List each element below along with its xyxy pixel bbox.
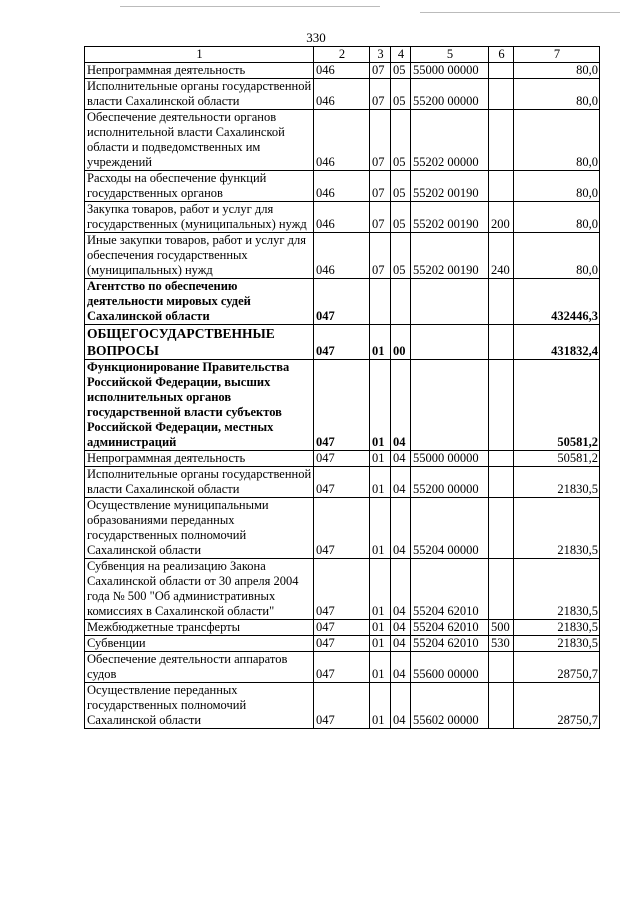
row-subsection-cell: 04: [391, 498, 411, 559]
table-header-row: [85, 47, 600, 63]
table-row: [85, 467, 600, 498]
row-name-cell: Непрограммная деятельность: [85, 63, 314, 79]
row-name-cell: Субвенции: [85, 636, 314, 652]
row-section-cell: 01: [370, 325, 391, 360]
row-target-article-cell: 55204 62010: [411, 620, 489, 636]
row-expense-type-cell: 200: [489, 202, 514, 233]
row-ministry-code-cell: 047: [314, 636, 370, 652]
row-ministry-code-cell: 047: [314, 559, 370, 620]
row-subsection-cell: 04: [391, 360, 411, 451]
row-target-article-cell: 55202 00000: [411, 110, 489, 171]
row-amount-cell: 80,0: [514, 79, 600, 110]
row-ministry-code-cell: 046: [314, 79, 370, 110]
table-row: [85, 202, 600, 233]
row-expense-type-cell: 500: [489, 620, 514, 636]
row-subsection-cell: 05: [391, 171, 411, 202]
row-target-article-cell: 55200 00000: [411, 467, 489, 498]
row-subsection-cell: 04: [391, 620, 411, 636]
column-header: 6: [489, 47, 514, 63]
row-name-cell: Агентство по обеспечению деятельности мировых судей Сахалинской области: [85, 279, 314, 325]
row-name-cell: Осуществление муниципальными образованиями переданных государственных полномочий Сахалинской области: [85, 498, 314, 559]
row-name-cell: Осуществление переданных государственных полномочий Сахалинской области: [85, 683, 314, 729]
row-section-cell: 07: [370, 233, 391, 279]
row-subsection-cell: 04: [391, 559, 411, 620]
row-target-article-cell: 55200 00000: [411, 79, 489, 110]
row-expense-type-cell: [489, 451, 514, 467]
row-section-cell: 01: [370, 451, 391, 467]
row-amount-cell: 21830,5: [514, 467, 600, 498]
row-ministry-code-cell: 046: [314, 202, 370, 233]
budget-table: [84, 46, 600, 729]
row-section-cell: 01: [370, 652, 391, 683]
row-target-article-cell: 55204 62010: [411, 559, 489, 620]
row-ministry-code-cell: 046: [314, 63, 370, 79]
row-section-cell: 01: [370, 467, 391, 498]
table-row: [85, 360, 600, 451]
row-subsection-cell: 00: [391, 325, 411, 360]
row-ministry-code-cell: 047: [314, 620, 370, 636]
table-row: [85, 620, 600, 636]
row-expense-type-cell: [489, 63, 514, 79]
row-expense-type-cell: [489, 652, 514, 683]
row-ministry-code-cell: 047: [314, 652, 370, 683]
row-ministry-code-cell: 047: [314, 467, 370, 498]
row-expense-type-cell: [489, 467, 514, 498]
row-expense-type-cell: [489, 559, 514, 620]
row-amount-cell: 21830,5: [514, 620, 600, 636]
row-section-cell: 07: [370, 63, 391, 79]
row-target-article-cell: [411, 360, 489, 451]
table-row: [85, 498, 600, 559]
row-expense-type-cell: [489, 79, 514, 110]
table-row: [85, 79, 600, 110]
row-section-cell: 01: [370, 498, 391, 559]
row-name-cell: Субвенция на реализацию Закона Сахалинской области от 30 апреля 2004 года № 500 "Об административных комиссиях в Сахалинской области": [85, 559, 314, 620]
row-subsection-cell: 05: [391, 233, 411, 279]
row-subsection-cell: 04: [391, 652, 411, 683]
table-row: [85, 325, 600, 360]
row-subsection-cell: 05: [391, 110, 411, 171]
row-section-cell: 01: [370, 360, 391, 451]
table-row: [85, 559, 600, 620]
table-row: [85, 652, 600, 683]
row-name-cell: Расходы на обеспечение функций государственных органов: [85, 171, 314, 202]
row-target-article-cell: 55202 00190: [411, 233, 489, 279]
table-row: [85, 636, 600, 652]
row-subsection-cell: 04: [391, 451, 411, 467]
row-amount-cell: 432446,3: [514, 279, 600, 325]
row-expense-type-cell: [489, 325, 514, 360]
row-name-cell: Закупка товаров, работ и услуг для государственных (муниципальных) нужд: [85, 202, 314, 233]
row-subsection-cell: 04: [391, 683, 411, 729]
row-amount-cell: 431832,4: [514, 325, 600, 360]
page-number: 330: [306, 30, 326, 45]
row-expense-type-cell: [489, 171, 514, 202]
table-row: [85, 451, 600, 467]
row-subsection-cell: [391, 279, 411, 325]
row-subsection-cell: 05: [391, 202, 411, 233]
row-expense-type-cell: [489, 279, 514, 325]
table-row: [85, 63, 600, 79]
row-amount-cell: 50581,2: [514, 360, 600, 451]
row-amount-cell: 21830,5: [514, 636, 600, 652]
row-amount-cell: 28750,7: [514, 652, 600, 683]
row-section-cell: 01: [370, 620, 391, 636]
row-expense-type-cell: 530: [489, 636, 514, 652]
row-name-cell: Иные закупки товаров, работ и услуг для обеспечения государственных (муниципальных) нужд: [85, 233, 314, 279]
column-header: 1: [85, 47, 314, 63]
row-ministry-code-cell: 047: [314, 498, 370, 559]
row-target-article-cell: 55602 00000: [411, 683, 489, 729]
column-header: 4: [391, 47, 411, 63]
row-amount-cell: 80,0: [514, 171, 600, 202]
column-header: 2: [314, 47, 370, 63]
scan-edge-line: [120, 6, 380, 7]
row-expense-type-cell: [489, 498, 514, 559]
row-section-cell: 01: [370, 559, 391, 620]
row-name-cell: ОБЩЕГОСУДАРСТВЕННЫЕ ВОПРОСЫ: [85, 325, 314, 360]
row-subsection-cell: 04: [391, 467, 411, 498]
column-header: 3: [370, 47, 391, 63]
table-body: [85, 63, 600, 729]
row-name-cell: Исполнительные органы государственной власти Сахалинской области: [85, 467, 314, 498]
table-row: [85, 279, 600, 325]
row-name-cell: Обеспечение деятельности органов исполнительной власти Сахалинской области и подведомственных им учреждений: [85, 110, 314, 171]
row-name-cell: Исполнительные органы государственной власти Сахалинской области: [85, 79, 314, 110]
row-amount-cell: 80,0: [514, 63, 600, 79]
row-section-cell: 07: [370, 79, 391, 110]
row-amount-cell: 50581,2: [514, 451, 600, 467]
table-row: [85, 110, 600, 171]
row-section-cell: 01: [370, 683, 391, 729]
row-amount-cell: 80,0: [514, 202, 600, 233]
row-amount-cell: 21830,5: [514, 559, 600, 620]
column-header: 5: [411, 47, 489, 63]
row-amount-cell: 28750,7: [514, 683, 600, 729]
row-amount-cell: 80,0: [514, 110, 600, 171]
row-ministry-code-cell: 046: [314, 110, 370, 171]
row-expense-type-cell: [489, 360, 514, 451]
table-row: [85, 171, 600, 202]
row-target-article-cell: 55204 00000: [411, 498, 489, 559]
column-header: 7: [514, 47, 600, 63]
row-expense-type-cell: [489, 683, 514, 729]
row-section-cell: 01: [370, 636, 391, 652]
row-section-cell: 07: [370, 202, 391, 233]
row-ministry-code-cell: 047: [314, 451, 370, 467]
row-ministry-code-cell: 047: [314, 279, 370, 325]
row-target-article-cell: 55202 00190: [411, 202, 489, 233]
row-expense-type-cell: [489, 110, 514, 171]
row-expense-type-cell: 240: [489, 233, 514, 279]
scan-edge-line: [420, 12, 620, 13]
row-ministry-code-cell: 046: [314, 233, 370, 279]
row-target-article-cell: 55000 00000: [411, 63, 489, 79]
row-target-article-cell: 55000 00000: [411, 451, 489, 467]
row-section-cell: [370, 279, 391, 325]
row-target-article-cell: [411, 279, 489, 325]
row-target-article-cell: [411, 325, 489, 360]
row-name-cell: Непрограммная деятельность: [85, 451, 314, 467]
row-target-article-cell: 55202 00190: [411, 171, 489, 202]
row-ministry-code-cell: 046: [314, 171, 370, 202]
row-subsection-cell: 05: [391, 79, 411, 110]
row-ministry-code-cell: 047: [314, 325, 370, 360]
table-row: [85, 683, 600, 729]
row-ministry-code-cell: 047: [314, 360, 370, 451]
row-section-cell: 07: [370, 110, 391, 171]
row-target-article-cell: 55600 00000: [411, 652, 489, 683]
row-ministry-code-cell: 047: [314, 683, 370, 729]
row-name-cell: Межбюджетные трансферты: [85, 620, 314, 636]
row-subsection-cell: 05: [391, 63, 411, 79]
row-name-cell: Функционирование Правительства Российской Федерации, высших исполнительных органов государственной власти субъектов Российской Федерации, местных администраций: [85, 360, 314, 451]
row-subsection-cell: 04: [391, 636, 411, 652]
row-name-cell: Обеспечение деятельности аппаратов судов: [85, 652, 314, 683]
row-amount-cell: 80,0: [514, 233, 600, 279]
row-amount-cell: 21830,5: [514, 498, 600, 559]
row-target-article-cell: 55204 62010: [411, 636, 489, 652]
table-row: [85, 233, 600, 279]
row-section-cell: 07: [370, 171, 391, 202]
